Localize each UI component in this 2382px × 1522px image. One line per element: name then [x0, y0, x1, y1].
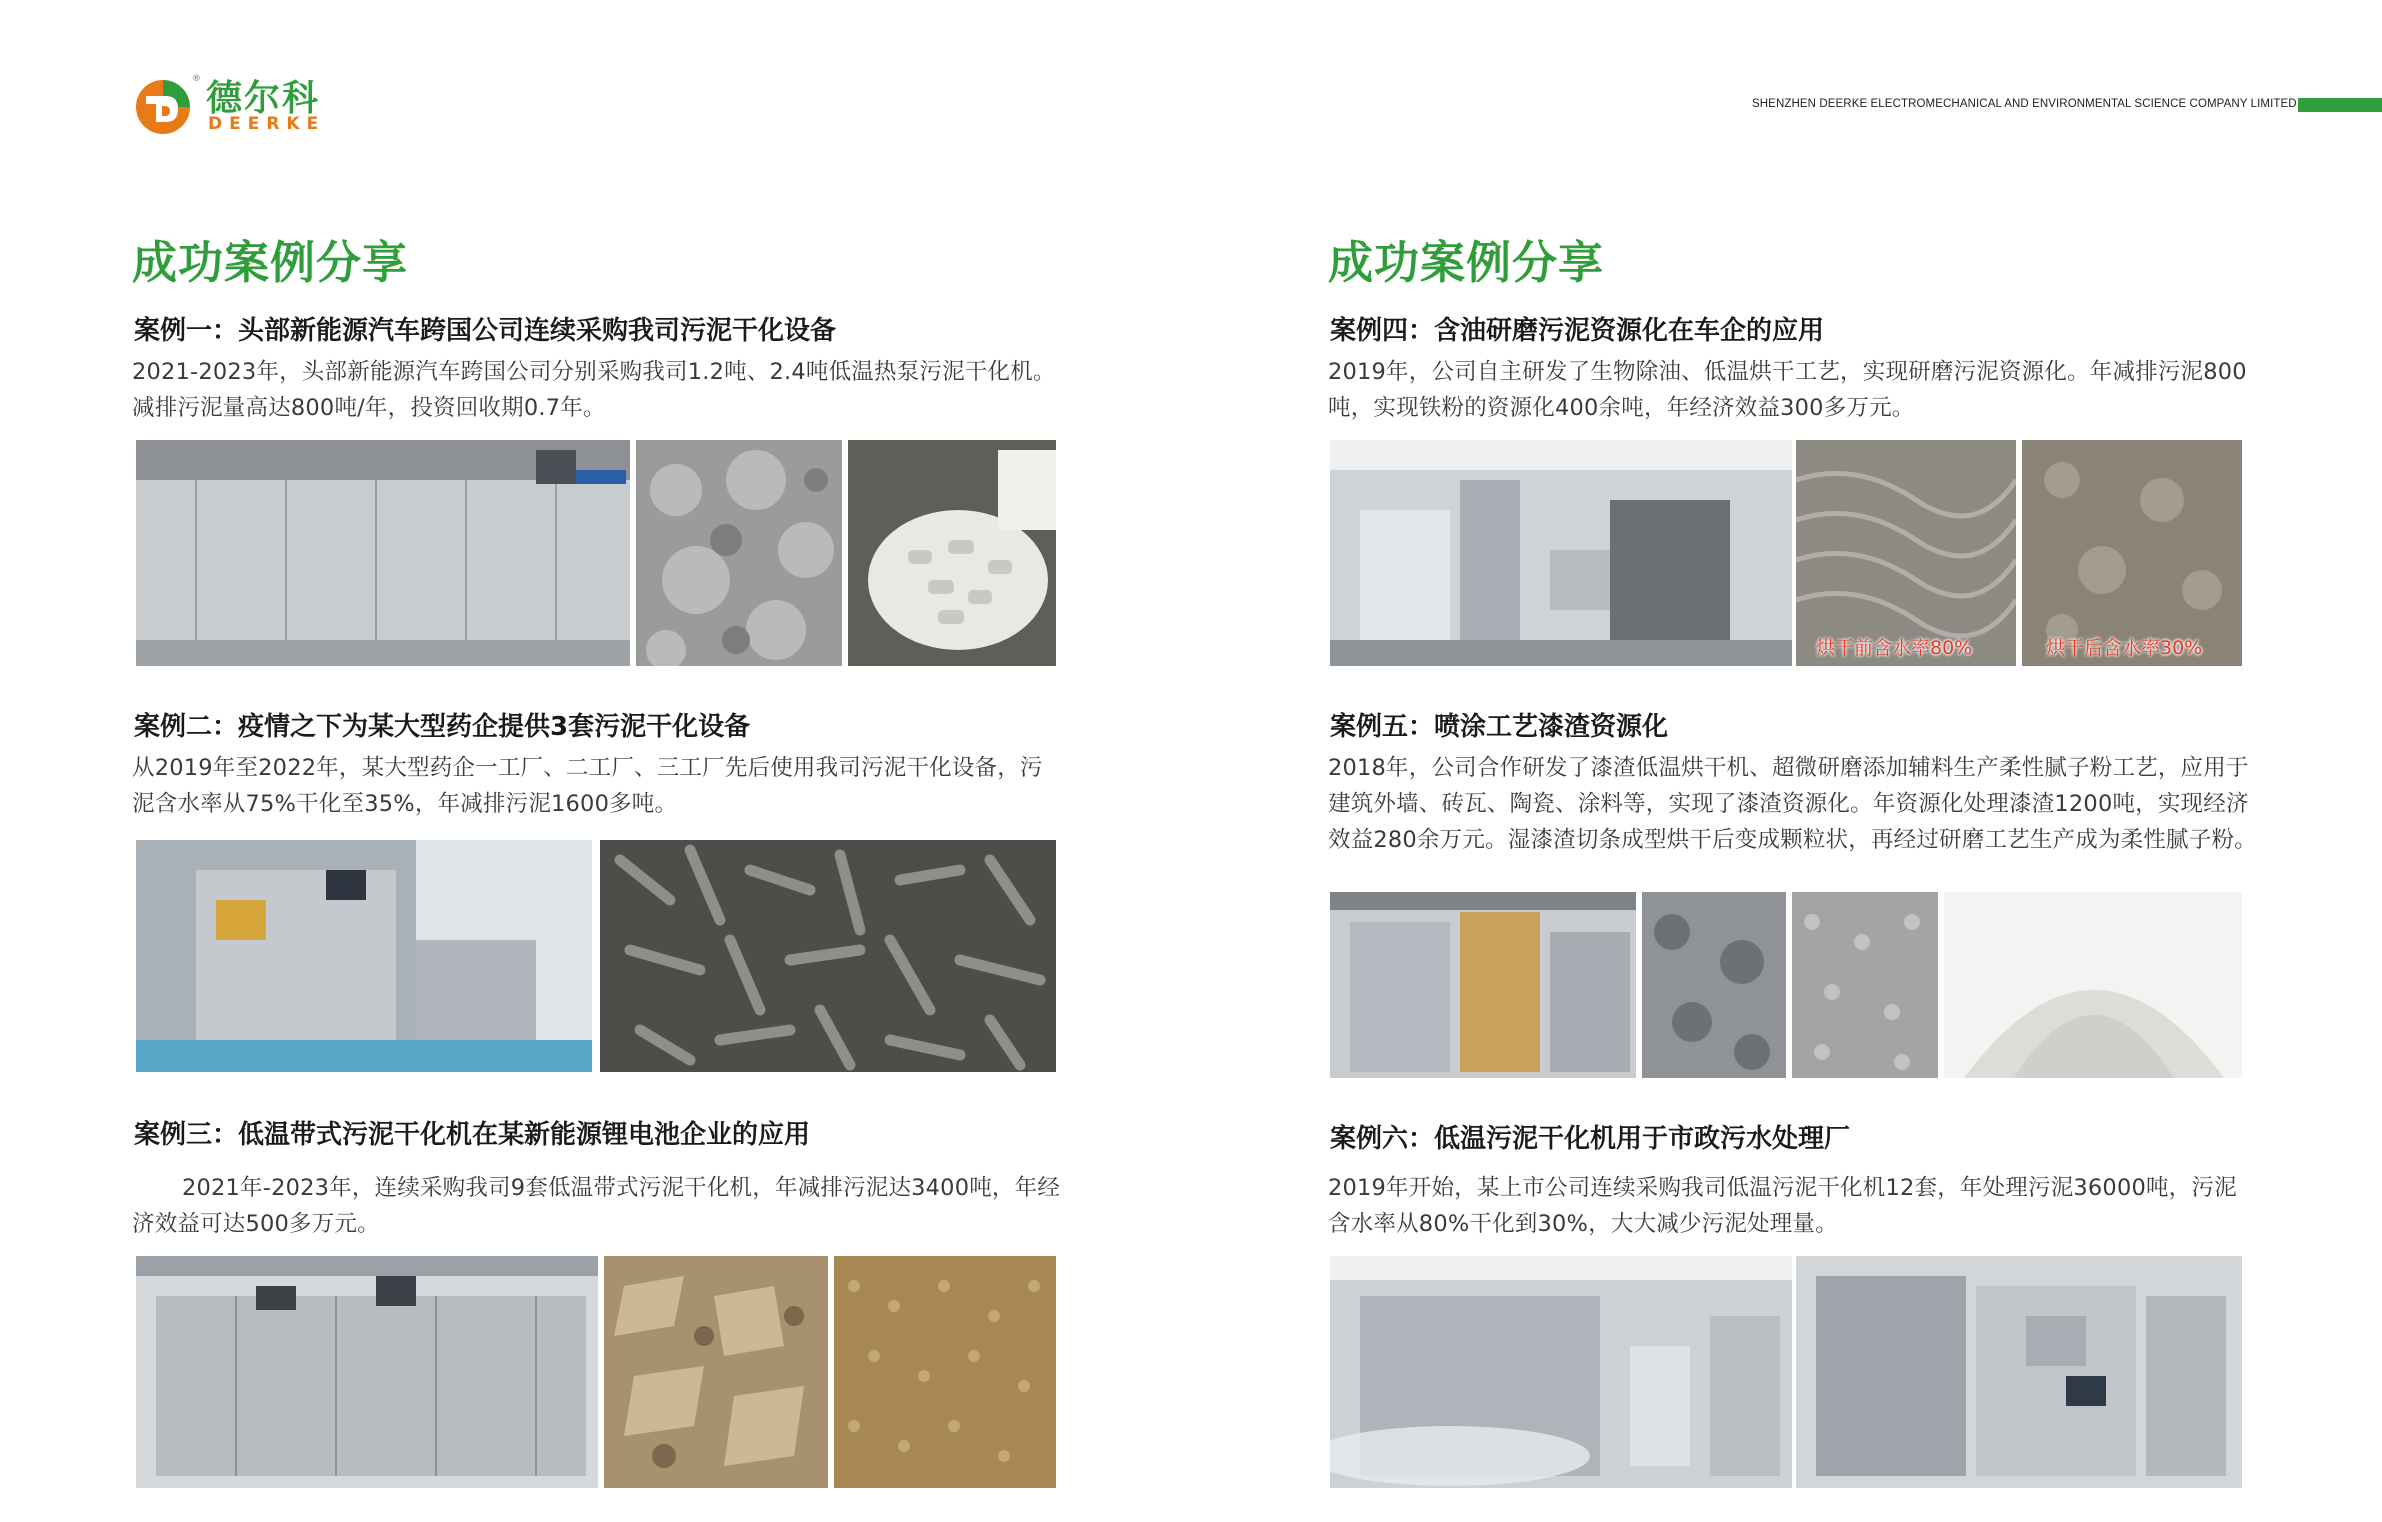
case-3-belt-dryer-photo — [136, 1256, 598, 1488]
trademark-symbol: ® — [192, 74, 201, 84]
logo-chinese-name: 德尔科 — [206, 78, 321, 119]
case-1-sludge-granules-photo — [848, 440, 1056, 666]
case-2-title: 案例二：疫情之下为某大型药企提供3套污泥干化设备 — [134, 712, 751, 742]
case-5-paint-residue-granules-photo — [1792, 892, 1938, 1078]
case-4-sludge-before-photo — [1796, 440, 2016, 666]
case-3-title: 案例三：低温带式污泥干化机在某新能源锂电池企业的应用 — [134, 1120, 811, 1150]
case-4-caption-after: 烘干后含水率30% — [2046, 637, 2203, 659]
case-6-text: 2019年开始，某上市公司连续采购我司低温污泥干化机12套，年处理污泥36000吨，污泥含水率从80%干化到30%，大大减少污泥处理量。 — [1328, 1175, 2237, 1237]
case-6-dryer-interior-photo — [1796, 1256, 2242, 1488]
page-title-left: 成功案例分享 — [132, 236, 409, 289]
logo-english-name: DEERKE — [208, 114, 326, 134]
case-5-paint-dryer-photo — [1330, 892, 1636, 1078]
case-5-putty-powder-photo — [1944, 892, 2242, 1078]
case-4-title: 案例四：含油研磨污泥资源化在车企的应用 — [1330, 316, 1825, 346]
case-3-text: 2021年-2023年，连续采购我司9套低温带式污泥干化机，年减排污泥达3400吨，年经济效益可达500多万元。 — [132, 1175, 1061, 1237]
case-2-dryer-machine-photo — [136, 840, 592, 1072]
case-5-title: 案例五：喷涂工艺漆渣资源化 — [1330, 712, 1669, 742]
case-5-paint-residue-wet-photo — [1642, 892, 1786, 1078]
case-1-text: 2021-2023年，头部新能源汽车跨国公司分别采购我司1.2吨、2.4吨低温热泵污泥干化机。减排污泥量高达800吨/年，投资回收期0.7年。 — [132, 359, 1056, 421]
case-2-dried-sludge-strips-photo — [600, 840, 1056, 1072]
case-4-text: 2019年，公司自主研发了生物除油、低温烘干工艺，实现研磨污泥资源化。年减排污泥800吨，实现铁粉的资源化400余吨，年经济效益300多万元。 — [1328, 359, 2247, 421]
case-6-municipal-dryer-photo — [1330, 1256, 1792, 1488]
case-4-caption-before: 烘干前含水率80% — [1816, 637, 1973, 659]
case-5-text: 2018年，公司合作研发了漆渣低温烘干机、超微研磨添加辅料生产柔性腻子粉工艺，应用于建筑外墙、砖瓦、陶瓷、涂料等，实现了漆渣资源化。年资源化处理漆渣1200吨，实现经济效益280余万元。湿漆渣切条成型烘干后变成颗粒状，再经过研磨工艺生产成为柔性腻子粉。 — [1328, 755, 2257, 853]
company-english-name: SHENZHEN DEERKE ELECTROMECHANICAL AND ENVIRONMENTAL SCIENCE COMPANY LIMITED — [1752, 98, 2297, 110]
case-1-sludge-before-photo — [636, 440, 842, 666]
case-3-sludge-flakes-photo — [604, 1256, 828, 1488]
case-3-sludge-granules-photo — [834, 1256, 1056, 1488]
case-2-text: 从2019年至2022年，某大型药企一工厂、二工厂、三工厂先后使用我司污泥干化设备，污泥含水率从75%干化至35%，年减排污泥1600多吨。 — [132, 755, 1043, 817]
case-6-title: 案例六：低温污泥干化机用于市政污水处理厂 — [1330, 1124, 1851, 1154]
case-1-title: 案例一：头部新能源汽车跨国公司连续采购我司污泥干化设备 — [134, 316, 837, 346]
case-4-production-line-photo — [1330, 440, 1792, 666]
case-4-sludge-after-photo — [2022, 440, 2242, 666]
case-1-dryer-machine-photo — [136, 440, 630, 666]
header-accent-bar — [2298, 98, 2382, 112]
deerke-logo-icon — [132, 76, 194, 138]
page-title-right: 成功案例分享 — [1328, 236, 1605, 289]
